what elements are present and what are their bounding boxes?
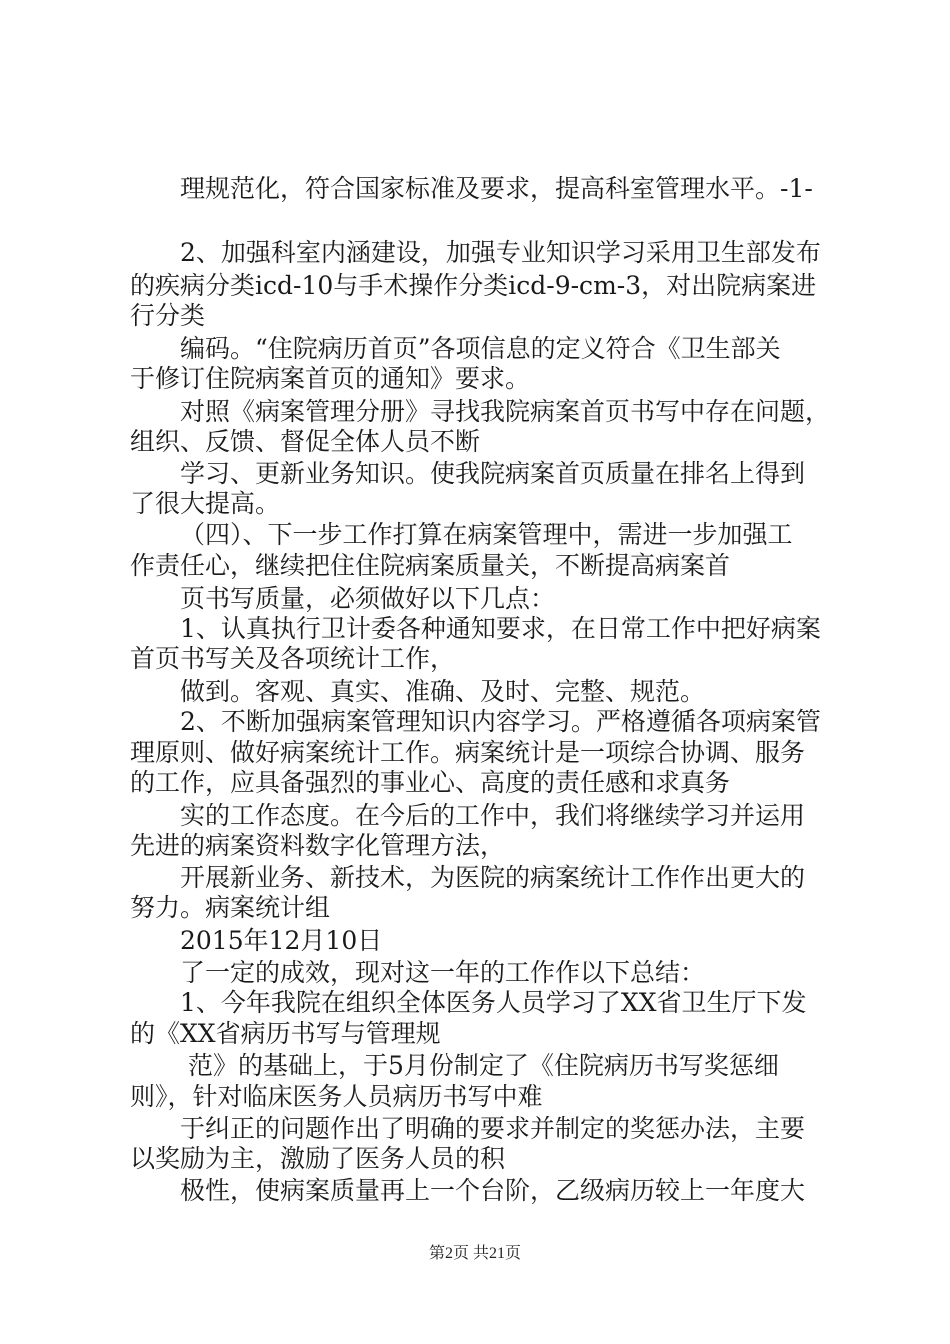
text-line: 则》，针对临床医务人员病历书写中难 — [130, 1082, 543, 1111]
text-line: 开展新业务、新技术，为医院的病案统计工作作出更大的 — [180, 863, 806, 892]
text-line: 理原则、做好病案统计工作。病案统计是一项综合协调、服务 — [130, 738, 806, 767]
text-line: 了很大提高。 — [130, 489, 281, 518]
text-line: 组织、反馈、督促全体人员不断 — [130, 427, 481, 456]
text-line: （四）、下一步工作打算在病案管理中，需进一步加强工 — [180, 520, 793, 549]
text-line: 对照《病案管理分册》寻找我院病案首页书写中存在问题， — [180, 397, 831, 426]
text-line: 1、认真执行卫计委各种通知要求，在日常工作中把好病案 — [180, 614, 821, 643]
page-number-footer: 第2页 共21页 — [428, 1245, 521, 1262]
text-line: 2、加强科室内涵建设，加强专业知识学习采用卫生部发布 — [180, 238, 821, 267]
text-line: 作责任心，继续把住住院病案质量关，不断提高病案首 — [130, 551, 731, 580]
text-line: 于修订住院病案首页的通知》要求。 — [130, 364, 531, 393]
text-line: 的《XX省病历书写与管理规 — [130, 1019, 441, 1048]
text-line: 先进的病案资料数字化管理方法， — [130, 831, 506, 860]
text-line: 编码。“住院病历首页”各项信息的定义符合《卫生部关 — [180, 334, 781, 363]
text-line: 努力。病案统计组 — [130, 893, 331, 922]
text-line: 以奖励为主，激励了医务人员的积 — [130, 1144, 506, 1173]
text-line: 学习、更新业务知识。使我院病案首页质量在排名上得到 — [180, 459, 806, 488]
text-line: 极性，使病案质量再上一个台阶，乙级病历较上一年度大 — [180, 1176, 806, 1205]
text-line: 实的工作态度。在今后的工作中，我们将继续学习并运用 — [180, 801, 806, 830]
text-line: 首页书写关及各项统计工作， — [130, 644, 456, 673]
text-line: 页书写质量，必须做好以下几点： — [180, 584, 556, 613]
date-line: 2015年12月10日 — [180, 926, 383, 955]
text-line: 于纠正的问题作出了明确的要求并制定的奖惩办法，主要 — [180, 1114, 806, 1143]
text-line: 理规范化，符合国家标准及要求，提高科室管理水平。-1- — [180, 174, 813, 203]
text-line: 的疾病分类icd-10与手术操作分类icd-9-cm-3，对出院病案进 — [130, 271, 817, 300]
text-line: 范》的基础上，于5月份制定了《住院病历书写奖惩细 — [188, 1051, 779, 1080]
text-line: 1、今年我院在组织全体医务人员学习了XX省卫生厅下发 — [180, 988, 807, 1017]
text-line: 的工作，应具备强烈的事业心、高度的责任感和求真务 — [130, 768, 731, 797]
text-line: 了一定的成效，现对这一年的工作作以下总结： — [180, 958, 706, 987]
text-line: 做到。客观、真实、准确、及时、完整、规范。 — [180, 677, 706, 706]
text-line: 2、不断加强病案管理知识内容学习。严格遵循各项病案管 — [180, 707, 821, 736]
text-line: 行分类 — [130, 301, 206, 330]
